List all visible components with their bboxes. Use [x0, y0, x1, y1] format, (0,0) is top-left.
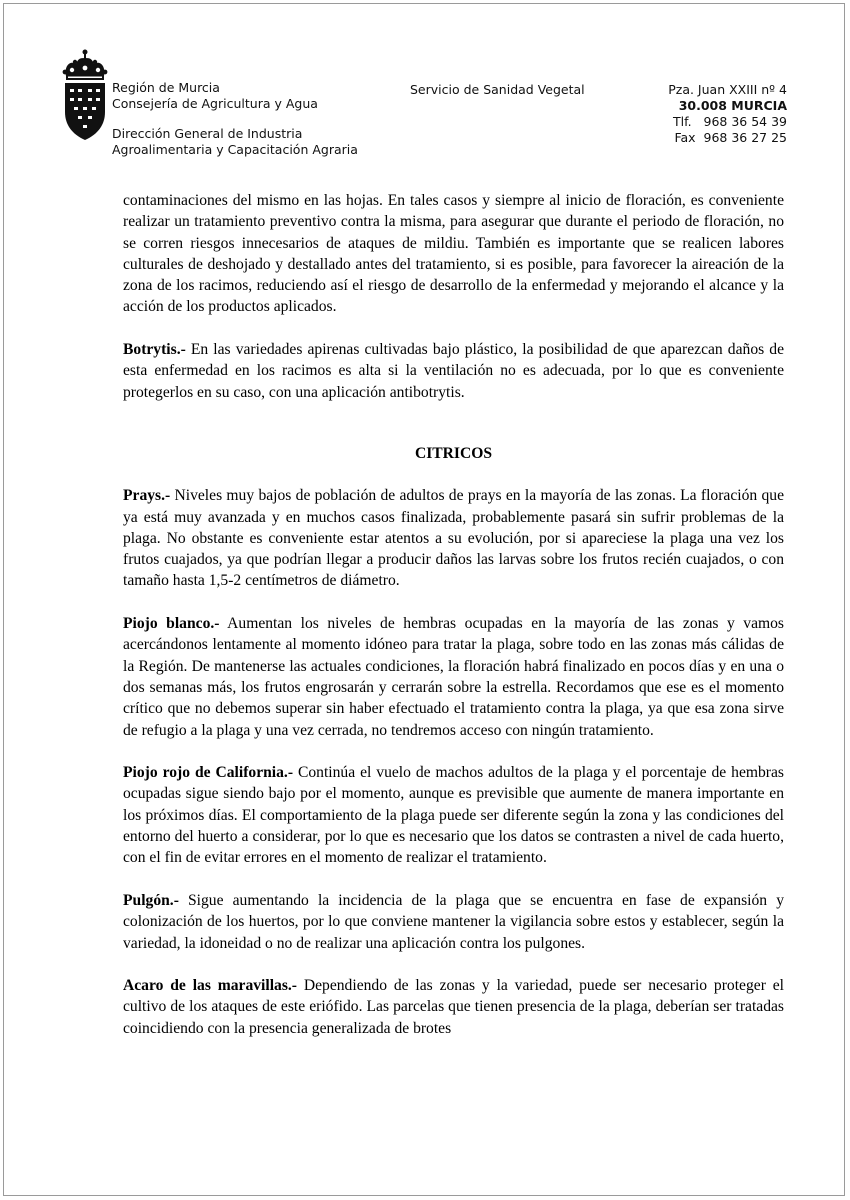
address-street: Pza. Juan XXIII nº 4	[668, 82, 787, 97]
organization-block	[112, 80, 358, 158]
pulgon-heading: Pulgón.-	[123, 891, 179, 909]
intro-paragraph: contaminaciones del mismo en las hojas. En tales casos y siempre al inicio de floración, es conveniente realizar un tratamiento preventivo contra la misma, para asegurar que durante el periodo de floración, no se corren riesgos innecesarios de ataques de mildiu. También es importante que se realicen labores culturales de deshojado y destallado antes del tratamiento, si es posible, para favorecer la aireación de la zona de los racimos, reduciendo así el riesgo de desarrollo de la enfermedad y mejorando el alcance y la acción de los productos aplicados.	[123, 192, 784, 316]
service-name: Servicio de Sanidad Vegetal	[410, 82, 585, 97]
acaro-heading: Acaro de las maravillas.-	[123, 977, 298, 995]
acaro-paragraph	[123, 975, 784, 1039]
botrytis-heading: Botrytis.-	[123, 341, 186, 359]
pulgon-text: Sigue aumentando la incidencia de la plaga que se encuentra en fase de expansión y colonización de los huertos, por lo que conviene mantener la vigilancia sobre estos y establecer, según la variedad, la idoneidad o no de realizar una aplicación contra los pulgones.	[123, 891, 784, 952]
org-line-agroalimentaria: Agroalimentaria y Capacitación Agraria	[112, 142, 358, 157]
prays-heading: Prays.-	[123, 487, 171, 505]
piojo-rojo-heading: Piojo rojo de California.-	[123, 764, 294, 782]
piojo-rojo-text: Continúa el vuelo de machos adultos de la plaga y el porcentaje de hembras ocupadas sigue siendo bajo por el momento, aunque es previsible que aumente de manera importante en los próximos días. El comportamiento de la plaga puede ser diferente según la zona y las condiciones del entorno del huerto a considerar, por lo que es necesario que los datos se contrasten a nivel de cada huerto, con el fin de evitar errores en el momento de realizar el tratamiento.	[123, 764, 784, 867]
address-fax: Fax 968 36 27 25	[674, 130, 787, 145]
address-block	[668, 82, 787, 146]
address-city: 30.008 MURCIA	[678, 98, 787, 113]
acaro-text: Dependiendo de las zonas y la variedad, puede ser necesario proteger el cultivo de los ataques de este eriófido. Las parcelas que tienen presencia de la plaga, deberían ser tratadas coincidiendo con la presencia generalizada de brotes	[123, 977, 784, 1037]
piojo-rojo-paragraph	[123, 762, 784, 868]
piojo-blanco-paragraph	[123, 613, 784, 741]
org-line-direccion: Dirección General de Industria	[112, 126, 303, 141]
org-line-region: Región de Murcia	[112, 80, 220, 95]
prays-text: Niveles muy bajos de población de adultos de prays en la mayoría de las zonas. La floración que ya está muy avanzada y en muchos casos finalizada, probablemente pasará sin sufrir problemas de la plaga. No obstante es conveniente estar atentos a su evolución, por si apareciese la plaga una vez los frutos cuajados, ya que podrían llegar a producir daños las larvas sobre los frutos recién cuajados, o con tamaño hasta 1,5-2 centímetros de diámetro.	[123, 487, 784, 590]
piojo-blanco-heading: Piojo blanco.-	[123, 615, 220, 633]
pulgon-paragraph	[123, 890, 784, 954]
botrytis-paragraph	[123, 339, 784, 403]
section-title-citricos: CITRICOS	[414, 444, 493, 462]
document-body	[123, 190, 784, 1060]
prays-paragraph	[123, 485, 784, 591]
address-phone: Tlf. 968 36 54 39	[673, 114, 787, 129]
org-line-consejeria: Consejería de Agricultura y Agua	[112, 96, 318, 111]
botrytis-text: En las variedades apirenas cultivadas bajo plástico, la posibilidad de que aparezcan daños de esta enfermedad en los racimos es alta si la ventilación no es adecuada, por lo que es conveniente protegerlos en su caso, con una aplicación antibotrytis.	[123, 341, 784, 401]
piojo-blanco-text: Aumentan los niveles de hembras ocupadas en la mayoría de las zonas y vamos acercándonos lentamente al momento idóneo para tratar la plaga, sobre todo en las zonas más cálidas de la Región. De mantenerse las actuales condiciones, la floración habrá finalizado en pocos días y en una o dos semanas más, los frutos engrosarán y cerrarán sobre la estrella. Recordamos que ese es el momento crítico que no debemos superar sin haber efectuado el tratamiento contra la plaga, ya que esa zona sirve de refugio a la plaga y una vez cerrada, no tendremos acceso con ningún tratamiento.	[123, 615, 785, 739]
region-murcia-coat-of-arms-logo	[60, 48, 110, 142]
